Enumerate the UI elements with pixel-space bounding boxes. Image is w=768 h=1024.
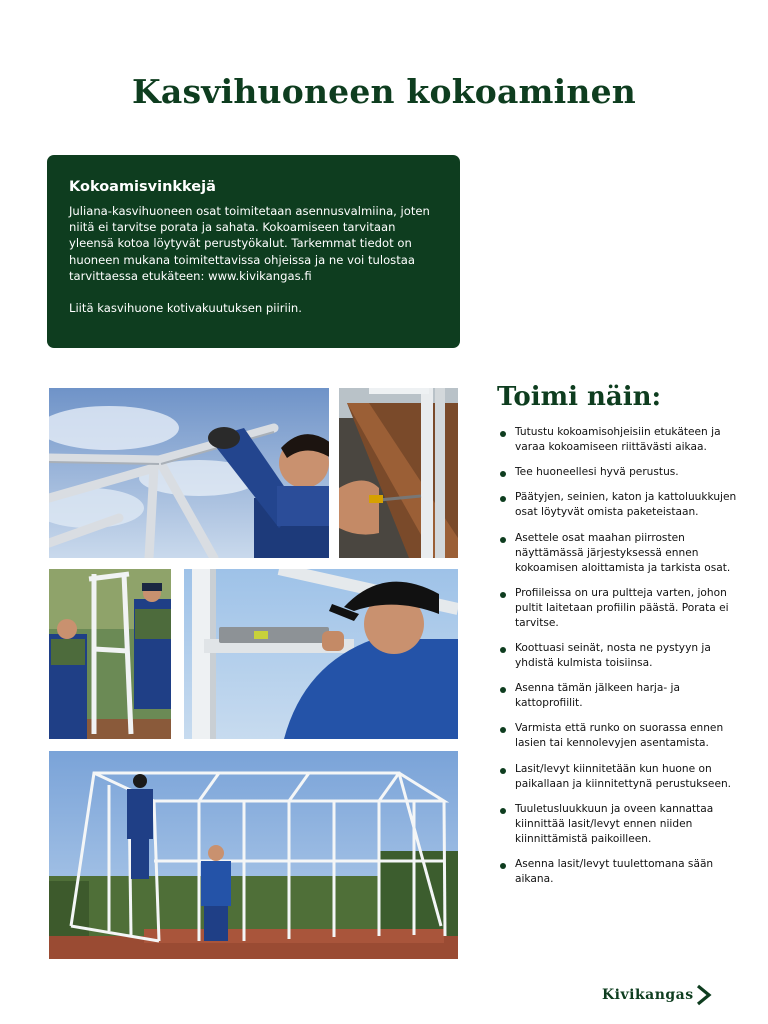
roof-frame-assembly-photo bbox=[49, 388, 329, 558]
bullet-icon bbox=[500, 863, 506, 869]
greenhouse-frame-complete-photo bbox=[49, 751, 458, 959]
bullet-icon bbox=[500, 687, 506, 693]
screwdriver-on-base-photo bbox=[339, 388, 458, 558]
two-workers-raising-wall-photo bbox=[49, 569, 171, 739]
step-text: Päätyjen, seinien, katon ja kattoluukkujen osat löytyvät omista paketeistaan. bbox=[515, 491, 737, 519]
list-item bbox=[499, 586, 741, 631]
list-item bbox=[499, 857, 741, 887]
list-item bbox=[499, 681, 741, 711]
tips-box bbox=[47, 155, 460, 348]
list-item bbox=[499, 425, 741, 455]
list-item bbox=[499, 721, 741, 751]
page-title: Kasvihuoneen kokoaminen bbox=[132, 72, 636, 111]
list-item bbox=[499, 531, 741, 576]
step-text: Varmista että runko on suorassa ennen lasien tai kennolevyjen asentamista. bbox=[515, 722, 724, 750]
bullet-icon bbox=[500, 496, 506, 502]
step-text: Tuuletusluukkuun ja oveen kannattaa kiinnittää lasit/levyt ennen niiden kiinnittämistä paikoilleen. bbox=[515, 802, 714, 845]
list-item bbox=[499, 465, 741, 480]
list-item bbox=[499, 802, 741, 847]
tips-insurance-note: Liitä kasvihuone kotivakuutuksen piiriin. bbox=[69, 301, 302, 316]
bullet-icon bbox=[500, 431, 506, 437]
steps-list bbox=[499, 425, 741, 897]
logo-text: Kivikangas bbox=[602, 987, 694, 1003]
list-item bbox=[499, 490, 741, 520]
bullet-icon bbox=[500, 471, 506, 477]
step-text: Tutustu kokoamisohjeisiin etukäteen ja varaa kokoamiseen riittävästi aikaa. bbox=[515, 426, 721, 453]
bullet-icon bbox=[500, 537, 506, 543]
step-text: Profiileissa on ura pultteja varten, johon pultit laitetaan profiilin päästä. Porata ei tarvitse. bbox=[515, 586, 729, 629]
step-text: Koottuasi seinät, nosta ne pystyyn ja yhdistä kulmista toisiinsa. bbox=[515, 641, 711, 669]
step-text: Asettele osat maahan piirrosten näyttämässä järjestyksessä ennen kokoamisen aloittamista ja tarkista osat. bbox=[515, 531, 731, 574]
step-text: Asenna tämän jälkeen harja- ja kattoprofiilit. bbox=[515, 682, 680, 710]
chevron-right-icon bbox=[696, 984, 712, 1006]
step-text: Asenna lasit/levyt tuulettomana sään aikana. bbox=[515, 857, 714, 885]
brand-logo[interactable] bbox=[602, 982, 712, 1008]
bullet-icon bbox=[500, 768, 506, 774]
step-text: Tee huoneellesi hyvä perustus. bbox=[515, 466, 679, 479]
spirit-level-check-photo bbox=[184, 569, 458, 739]
bullet-icon bbox=[500, 808, 506, 814]
tips-heading: Kokoamisvinkkejä bbox=[69, 179, 216, 195]
tips-paragraph: Juliana-kasvihuoneen osat toimitetaan asennusvalmiina, joten niitä ei tarvitse porata ja sahata. Kokoamiseen tarvitaan yleensä kotoa löytyvät perustyökalut. Tarkemmat tiedot on huoneen mukana toimitettavissa ohjeissa ja ne voi tulostaa tarvittaessa etukäteen: www.kivikangas.fi bbox=[69, 204, 430, 283]
bullet-icon bbox=[500, 592, 506, 598]
list-item bbox=[499, 641, 741, 671]
bullet-icon bbox=[500, 727, 506, 733]
step-text: Lasit/levyt kiinnitetään kun huone on paikallaan ja kiinnitettynä perustukseen. bbox=[515, 762, 732, 790]
bullet-icon bbox=[500, 647, 506, 653]
steps-heading: Toimi näin: bbox=[497, 382, 662, 412]
list-item bbox=[499, 762, 741, 792]
